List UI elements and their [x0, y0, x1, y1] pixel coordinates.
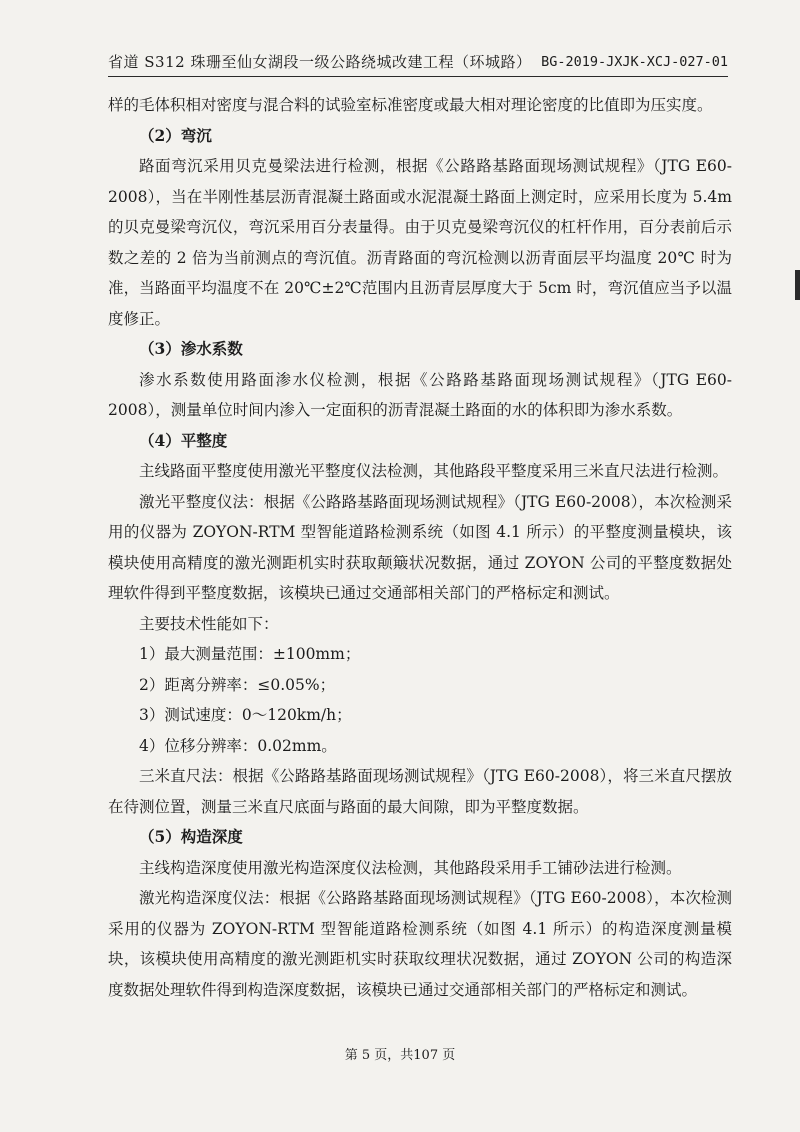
page-number: 第 5 页，共107 页 — [344, 1048, 456, 1063]
page-header — [108, 50, 728, 77]
spec-item: 3）测试速度：0～120km/h； — [139, 706, 352, 724]
paragraph-permeability: 渗水系数使用路面渗水仪检测，根据《公路路基路面现场测试规程》（JTG E60-2008），测量单位时间内渗入一定面积的沥青混凝土路面的水的体积即为渗水系数。 — [108, 370, 732, 419]
spec-item: 1）最大测量范围：±100mm； — [139, 645, 361, 663]
page-footer — [0, 1044, 800, 1063]
paragraph-laser-flatness: 激光平整度仪法：根据《公路路基路面现场测试规程》（JTG E60-2008），本次检测采用的仪器为 ZOYON-RTM 型智能道路检测系统（如图 4.1 所示）的平整度测量模块，该模块使用高精度的激光测距机实时获取颠簸状况数据，通过 ZOYON 公司的平整度数据处理软件得到平整度数据，该模块已通过交通部相关部门的严格标定和测试。 — [108, 492, 732, 602]
paragraph-three-meter-ruler: 三米直尺法：根据《公路路基路面现场测试规程》（JTG E60-2008），将三米直尺摆放在待测位置，测量三米直尺底面与路面的最大间隙，即为平整度数据。 — [108, 767, 732, 816]
section-heading-deflection: （2）弯沉 — [139, 125, 212, 145]
section-heading-permeability: （3）渗水系数 — [139, 339, 243, 358]
header-report-number: BG-2019-JXJK-XCJ-027-01 — [541, 54, 728, 70]
paragraph-spec-intro: 主要技术性能如下： — [139, 614, 279, 633]
spec-item: 4）位移分辨率：0.02mm。 — [139, 736, 337, 755]
paragraph-flatness-intro: 主线路面平整度使用激光平整度仪法检测，其他路段平整度采用三米直尺法进行检测。 — [139, 462, 729, 480]
header-project-title: 省道 S312 珠珊至仙女湖段一级公路绕城改建工程（环城路） — [108, 53, 532, 71]
paragraph-laser-texture: 激光构造深度仪法：根据《公路路基路面现场测试规程》（JTG E60-2008），本次检测采用的仪器为 ZOYON-RTM 型智能道路检测系统（如图 4.1 所示）的构造深度测量模块，该模块使用高精度的激光测距机实时获取纹理状况数据，通过 ZOYON 公司的构造深度数据处理软件得到构造深度数据，该模块已通过交通部相关部门的严格标定和测试。 — [108, 889, 732, 999]
scan-edge-mark — [795, 270, 800, 300]
section-heading-texture-depth: （5）构造深度 — [139, 827, 243, 846]
paragraph-texture-intro: 主线构造深度使用激光构造深度仪法检测，其他路段采用手工铺砂法进行检测。 — [139, 858, 682, 877]
section-heading-flatness: （4）平整度 — [139, 430, 228, 450]
paragraph-continuation: 样的毛体积相对密度与混合料的试验室标准密度或最大相对理论密度的比值即为压实度。 — [108, 96, 713, 114]
document-body — [108, 90, 732, 1005]
spec-item: 2）距离分辨率：≤0.05%； — [139, 675, 336, 694]
paragraph-deflection: 路面弯沉采用贝克曼梁法进行检测，根据《公路路基路面现场测试规程》（JTG E60-2008），当在半刚性基层沥青混凝土路面或水泥混凝土路面上测定时，应采用长度为 5.4m 的贝克曼梁弯沉仪，弯沉采用百分表量得。由于贝克曼梁弯沉仪的杠杆作用，百分表前后示数之差的 2 倍为当前测点的弯沉值。沥青路面的弯沉检测以沥青面层平均温度 20℃ 时为准，当路面平均温度不在 20℃±2℃范围内且沥青层厚度大于 5cm 时，弯沉值应当予以温度修正。 — [108, 157, 732, 328]
